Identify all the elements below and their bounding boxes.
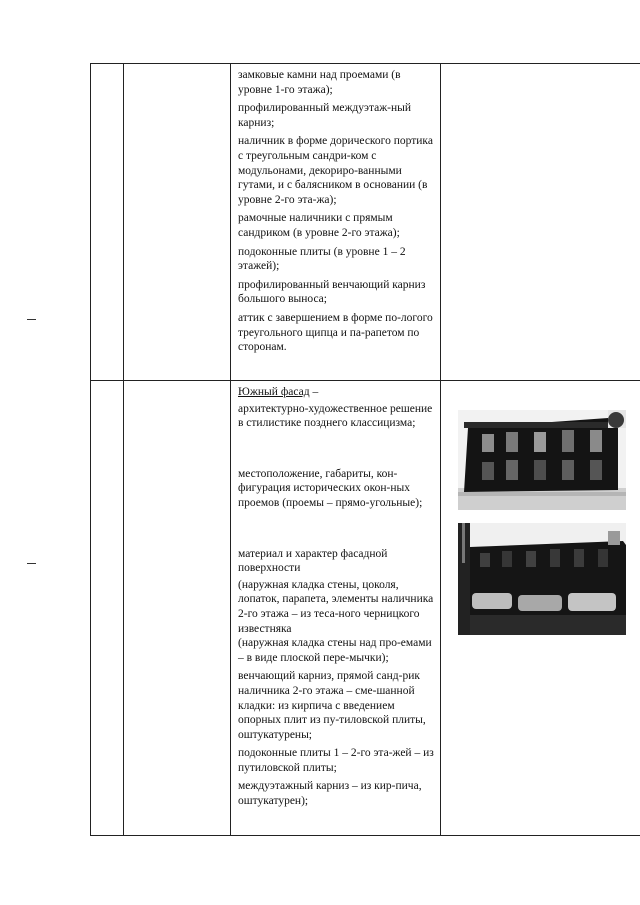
list-item: междуэтажный карниз – из кир-пича, оштукатурен); [238, 780, 422, 808]
list-item: материал и характер фасадной поверхности [238, 547, 388, 575]
table-cell-description [231, 381, 441, 836]
list-item: профилированный венчающий карниз большого выноса; [238, 278, 426, 306]
table-row [91, 64, 640, 381]
margin-mark-top [27, 319, 36, 320]
list-item: подоконные плиты (в уровне 1 – 2 этажей); [238, 245, 406, 273]
list-item: венчающий карниз, прямой санд-рик наличника 2-го этажа – сме-шанной кладки: из кирпича с введением опорных плит из пу-тиловской плиты, оштукатурены; [238, 670, 426, 741]
facade-heading [238, 385, 436, 400]
table-cell-description [231, 64, 441, 381]
list-item: архитектурно-художественное решение в стилистике позднего классицизма; [238, 402, 433, 430]
list-item: рамочные наличники с прямым сандриком (в уровне 2-го этажа); [238, 212, 400, 239]
facade-heading-dash: – [309, 386, 319, 398]
facade-heading-text: Южный фасад [238, 386, 310, 398]
building-facade-photo [458, 410, 626, 510]
building-street-photo [458, 523, 626, 635]
document-table [90, 63, 640, 836]
table-cell-name [124, 64, 231, 381]
table-cell-number [91, 381, 124, 836]
list-item: местоположение, габариты, кон-фигурация исторических окон-ных проемов (проемы – прямо-угольные); [238, 467, 423, 509]
list-item: замковые камни над проемами (в уровне 1-го этажа); [238, 69, 401, 96]
table-cell-number [91, 64, 124, 381]
list-item: подоконные плиты 1 – 2-го эта-жей – из путиловской плиты; [238, 747, 434, 774]
list-item: (наружная кладка стены над про-емами – в виде плоской пере-мычки); [238, 637, 432, 664]
list-item: (наружная кладка стены, цоколя, лопаток, парапета, элементы наличника 2-го этажа – из теса-ного черницкого известняка [238, 578, 434, 635]
table-cell-name [124, 381, 231, 836]
margin-mark-bottom [27, 563, 36, 564]
table-cell-photo [441, 381, 640, 836]
table-row [91, 381, 640, 836]
table-cell-photo [441, 64, 640, 381]
list-item: наличник в форме дорического портика с треугольным сандри-ком с модульонами, декориро-ванными гутами, и с балясником в основании (в уровне 2-го эта-жа); [238, 135, 433, 206]
list-item: аттик с завершением в форме по-логого треугольного щипца и па-рапетом по сторонам. [238, 311, 433, 354]
list-item: профилированный междуэтаж-ный карниз; [238, 102, 412, 129]
